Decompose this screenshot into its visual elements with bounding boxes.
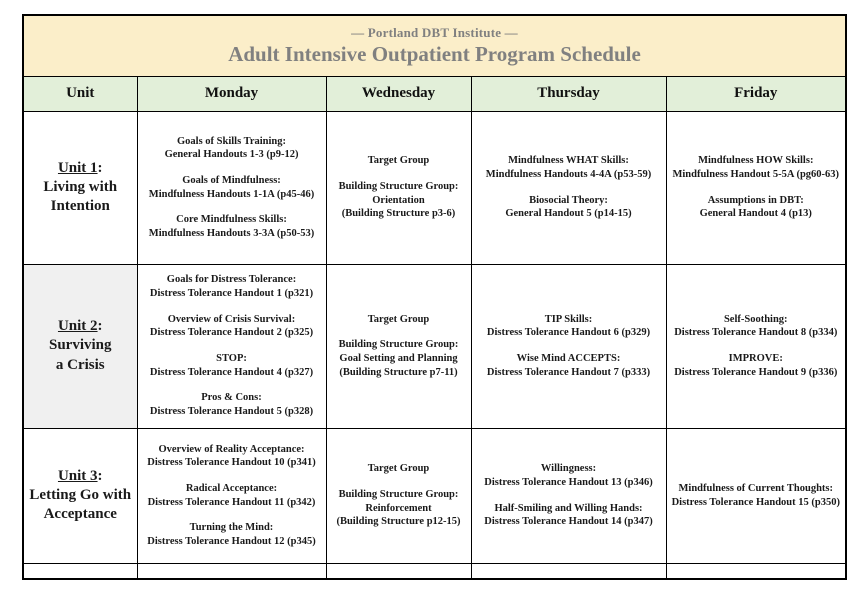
entry-detail-line: Goal Setting and Planning [339,353,458,364]
column-header-unit: Unit [23,76,137,111]
cell-unit2-monday [137,264,326,428]
cell-unit2-wednesday [326,264,471,428]
entry-heading: Goals of Mindfulness: [182,174,281,186]
cell-unit3-friday [666,428,846,563]
entry-heading: Target Group [367,155,430,167]
unit-1-label-cell [23,111,137,264]
entry-heading: IMPROVE: [728,353,783,364]
unit-title [26,467,135,486]
schedule-entry [141,443,323,470]
entry-detail-line: (Building Structure p12-15) [336,516,461,528]
entry-heading: Assumptions in DBT: [707,194,804,206]
entry-detail-line: Mindfulness Handout 5-5A (pg60-63) [672,168,840,180]
schedule-entry [475,462,663,489]
schedule-entry [670,313,843,340]
empty-cell [326,563,471,579]
schedule-entry [141,391,323,418]
entry-detail-line: Distress Tolerance Handout 10 (p341) [147,457,316,469]
entry-detail-line: Distress Tolerance Handout 11 (p342) [147,496,316,508]
entry-heading: Mindfulness WHAT Skills: [508,155,629,167]
column-header-thursday: Thursday [471,76,666,111]
column-header-row [23,76,846,111]
entry-heading: TIP Skills: [544,313,593,325]
unit-2-label-cell [23,264,137,428]
entry-heading: Wise Mind ACCEPTS: [516,353,621,364]
unit-subtitle-line: Surviving [48,337,112,354]
schedule-entry [475,194,663,221]
table-row-unit3 [23,428,846,563]
entry-heading: Mindfulness of Current Thoughts: [678,482,834,494]
entry-heading: Goals of Skills Training: [176,135,286,147]
cell-unit1-monday [137,111,326,264]
unit-subtitle-line: Intention [50,198,110,215]
schedule-entry [670,154,843,181]
entry-detail-line: Distress Tolerance Handout 14 (p347) [484,516,653,528]
schedule-entry [475,313,663,340]
entry-detail-line: Distress Tolerance Handout 1 (p321) [149,288,314,300]
entry-heading: Target Group [367,313,430,325]
cell-unit3-wednesday [326,428,471,563]
cell-unit2-friday [666,264,846,428]
schedule-entry [330,488,468,529]
entry-detail-line: Orientation [372,194,425,206]
cell-unit1-friday [666,111,846,264]
entry-detail-line: General Handouts 1-3 (p9-12) [164,149,299,161]
entry-heading: Pros & Cons: [201,392,262,404]
institute-title: — Portland DBT Institute — [351,24,518,40]
unit-title [26,159,135,178]
schedule-entry [670,352,843,379]
cell-unit1-thursday [471,111,666,264]
entry-heading: Half-Smiling and Willing Hands: [494,502,643,514]
entry-heading: Overview of Reality Acceptance: [158,443,305,455]
entry-heading: Overview of Crisis Survival: [167,313,296,325]
cell-unit2-thursday [471,264,666,428]
empty-partial-row [23,563,846,579]
entry-detail-line: Distress Tolerance Handout 8 (p334) [674,327,838,339]
entry-heading: Self-Soothing: [723,313,788,325]
unit-title [26,317,135,336]
schedule-entry [475,154,663,181]
schedule-entry [141,273,323,300]
entry-detail-line: Distress Tolerance Handout 5 (p328) [149,405,314,417]
entry-heading: Building Structure Group: [338,339,459,351]
entry-detail-line: Distress Tolerance Handout 7 (p333) [486,366,651,378]
unit-subtitle-line: Acceptance [43,506,117,523]
entry-detail-line: (Building Structure p7-11) [339,366,458,378]
column-header-friday: Friday [666,76,846,111]
schedule-entry [141,313,323,340]
column-header-monday: Monday [137,76,326,111]
entry-detail-line: Mindfulness Handouts 1-1A (p45-46) [148,188,315,200]
entry-heading: Building Structure Group: [338,488,459,500]
entry-detail-line: Distress Tolerance Handout 4 (p327) [149,366,314,378]
schedule-entry [141,174,323,201]
unit-subtitle-line: Letting Go with [29,486,132,503]
schedule-entry [141,213,323,240]
unit-3-label-cell [23,428,137,563]
unit-subtitle-line: Living with [43,178,118,195]
empty-cell [23,563,137,579]
entry-heading: STOP: [216,353,247,364]
entry-heading: Biosocial Theory: [529,194,608,206]
column-header-wednesday: Wednesday [326,76,471,111]
unit-name: Unit 3 [57,467,98,484]
entry-heading: Mindfulness HOW Skills: [698,155,814,167]
entry-detail-line: General Handout 4 (p13) [699,208,812,220]
unit-name-suffix: : [97,159,103,176]
entry-heading: Goals for Distress Tolerance: [166,274,297,286]
entry-detail-line: Distress Tolerance Handout 12 (p345) [147,535,316,547]
entry-detail-line: Distress Tolerance Handout 13 (p346) [484,476,653,488]
entry-heading: Target Group [367,463,430,475]
table-row-unit1 [23,111,846,264]
schedule-entry [475,352,663,379]
schedule-entry [141,352,323,379]
cell-unit3-thursday [471,428,666,563]
schedule-entry [475,502,663,529]
schedule-entry [141,135,323,162]
entry-detail-line: (Building Structure p3-6) [341,208,456,220]
unit-name-suffix: : [97,318,103,335]
schedule-entry [141,482,323,509]
schedule-entry [670,482,843,509]
entry-heading: Core Mindfulness Skills: [176,214,287,226]
schedule-table [22,14,847,580]
unit-name: Unit 1 [57,159,98,176]
title-row [23,15,846,76]
schedule-entry [330,338,468,379]
entry-detail-line: Mindfulness Handouts 3-3A (p50-53) [148,227,315,239]
page-title: Adult Intensive Outpatient Program Schedule [228,41,641,66]
table-row-unit2 [23,264,846,428]
document-title-band [23,15,846,76]
cell-unit3-monday [137,428,326,563]
entry-detail-line: Distress Tolerance Handout 15 (p350) [671,496,840,508]
entry-heading: Building Structure Group: [338,180,459,192]
empty-cell [471,563,666,579]
entry-detail-line: Distress Tolerance Handout 2 (p325) [149,327,314,339]
entry-heading: Willingness: [540,463,597,475]
schedule-entry [330,462,468,476]
schedule-entry [330,313,468,327]
empty-cell [666,563,846,579]
schedule-entry [330,180,468,221]
schedule-entry [330,154,468,168]
schedule-entry [141,521,323,548]
entry-heading: Turning the Mind: [189,522,274,534]
entry-detail-line: Reinforcement [365,502,432,514]
entry-detail-line: Distress Tolerance Handout 9 (p336) [674,366,838,378]
unit-name-suffix: : [97,467,103,484]
entry-heading: Radical Acceptance: [185,482,278,494]
entry-detail-line: Mindfulness Handouts 4-4A (p53-59) [485,168,652,180]
schedule-entry [670,194,843,221]
empty-cell [137,563,326,579]
cell-unit1-wednesday [326,111,471,264]
unit-name: Unit 2 [57,318,98,335]
entry-detail-line: Distress Tolerance Handout 6 (p329) [486,327,651,339]
entry-detail-line: General Handout 5 (p14-15) [505,208,632,220]
unit-subtitle-line: a Crisis [55,356,105,373]
